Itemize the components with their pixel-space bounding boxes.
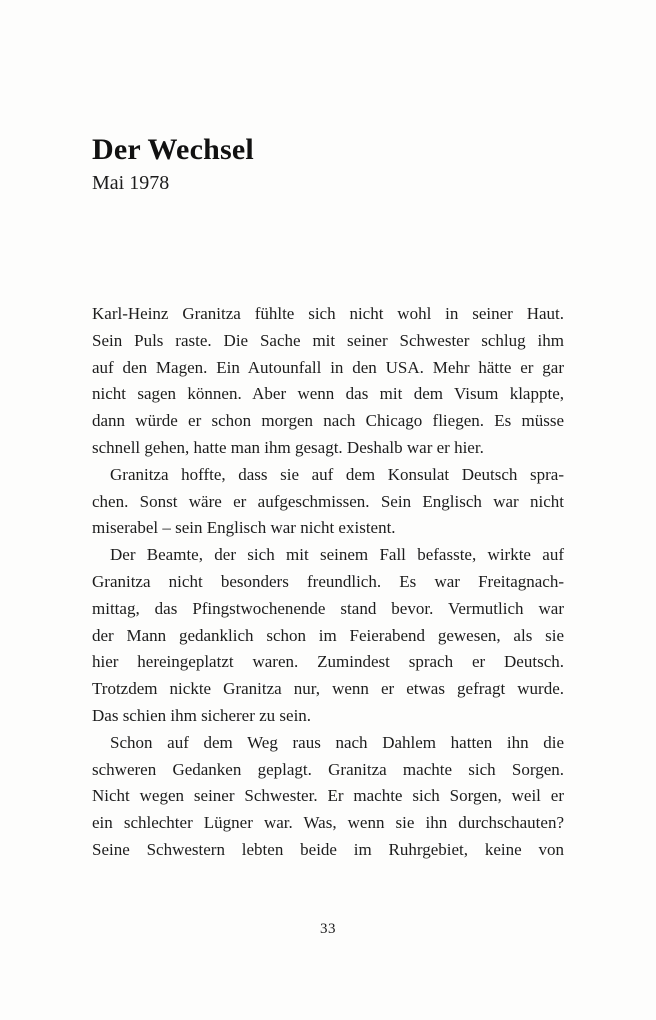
text-line: ein schlechter Lügner war. Was, wenn sie ihn durchschauten? <box>92 813 564 833</box>
text-line: dann würde er schon morgen nach Chicago fliegen. Es müsse <box>92 411 564 431</box>
text-line: der Mann gedanklich schon im Feierabend gewesen, als sie <box>92 625 564 645</box>
page-number: 33 <box>320 921 336 937</box>
text-line: hier hereingeplatzt waren. Zumindest sprach er Deutsch. <box>92 652 564 672</box>
text-line: Seine Schwestern lebten beide im Ruhrgebiet, keine von <box>92 839 564 859</box>
text-line: auf den Magen. Ein Autounfall in den USA. Mehr hätte er gar <box>92 357 564 377</box>
text-line: schnell gehen, hatte man ihm gesagt. Deshalb war er hier. <box>92 437 484 457</box>
text-line: Nicht wegen seiner Schwester. Er machte sich Sorgen, weil er <box>92 786 564 806</box>
text-line: Der Beamte, der sich mit seinem Fall befasste, wirkte auf <box>110 545 564 565</box>
chapter-subtitle: Mai 1978 <box>92 172 170 194</box>
text-line: Schon auf dem Weg raus nach Dahlem hatten ihn die <box>110 732 564 752</box>
text-line: mittag, das Pfingstwochenende stand bevor. Vermutlich war <box>92 598 564 618</box>
text-line: Karl-Heinz Granitza fühlte sich nicht wohl in seiner Haut. <box>92 304 564 323</box>
text-line: Sein Puls raste. Die Sache mit seiner Schwester schlug ihm <box>92 330 564 350</box>
text-line: Granitza hoffte, dass sie auf dem Konsulat Deutsch spra- <box>110 464 564 484</box>
body-text <box>92 301 564 864</box>
text-line: Granitza nicht besonders freundlich. Es war Freitagnach- <box>92 571 564 591</box>
text-line: schweren Gedanken geplagt. Granitza machte sich Sorgen. <box>92 759 564 779</box>
text-line: miserabel – sein Englisch war nicht existent. <box>92 518 396 538</box>
chapter-header <box>92 133 564 196</box>
text-line: nicht sagen können. Aber wenn das mit dem Visum klappte, <box>92 384 564 404</box>
chapter-title: Der Wechsel <box>92 133 254 166</box>
text-line: Trotzdem nickte Granitza nur, wenn er etwas gefragt wurde. <box>92 679 564 699</box>
text-line: chen. Sonst wäre er aufgeschmissen. Sein Englisch war nicht <box>92 491 564 511</box>
text-line: Das schien ihm sicherer zu sein. <box>92 705 312 725</box>
